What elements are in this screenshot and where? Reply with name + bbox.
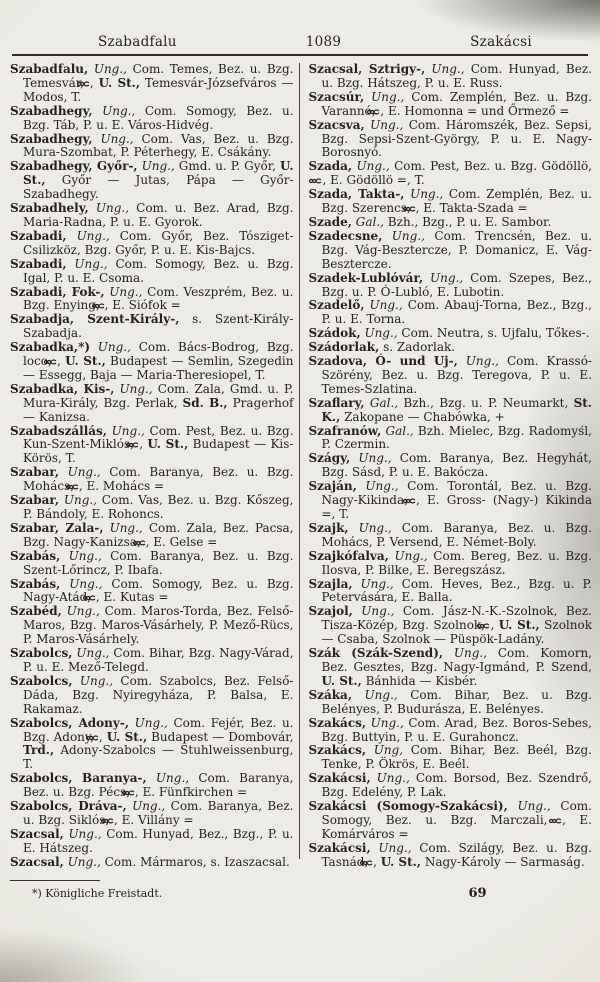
entry-text: Com. Neutra, s. Ujfalu, Tőkes-. (397, 326, 590, 341)
entry-text: Ung., (88, 62, 127, 76)
entry-text: Com. Temes, Bez. u. Bzg. Temesvár, (23, 62, 294, 90)
header-rule (12, 54, 588, 56)
gazetteer-entry (10, 550, 294, 578)
entry-text: U. St., (23, 159, 294, 188)
entry-text: U. St., (106, 729, 148, 744)
entry-text: Bzh. Mielec, Bzg. Radomyśl, P. Czermin. (321, 423, 592, 452)
entry-text: Trd., (23, 743, 55, 758)
entry-text: Ung., (137, 159, 175, 174)
entry-text: Pragerhof — Kanizsa. (23, 395, 294, 424)
entry-text: Bánhida — Kisbér. (361, 673, 478, 688)
entry-text: Ung., (360, 326, 398, 341)
entry-text: Com. Heves, Bez., Bzg. u. P. Petervására, E. Balla. (321, 576, 592, 605)
entry-text: Budapest — Kis-Körös, T. (23, 437, 294, 466)
entry-text: Com. Maros-Torda, Bez. Felső-Maros, Bzg. Maros-Vásárhely, P. Mező-Rücs, P. Maros-Vásárhely. (23, 604, 294, 647)
entry-text: Ung., (404, 187, 444, 202)
gazetteer-entry (308, 772, 592, 800)
entry-text: Com. Szilágy, Bez. u. Bzg. Tasnád, (321, 840, 592, 869)
entry-text: Com. Somogy, Bez. u. Bzg. Táb, P. u. E. Város-Hidvég. (23, 103, 294, 132)
gazetteer-entry (308, 452, 592, 480)
entry-text: , (490, 618, 499, 633)
entry-text: Ung., (114, 381, 153, 396)
entry-text: Ung., (370, 840, 412, 855)
gazetteer-entry (10, 605, 294, 647)
gazetteer-entry (10, 202, 294, 230)
gazetteer-entry (10, 383, 294, 425)
entry-text: Nagy-Károly — Sarmaság. (421, 854, 585, 869)
entry-text: Ung., (364, 89, 405, 104)
entry-headword: Szádok, (308, 326, 361, 341)
entry-text: U. St., (65, 354, 106, 369)
entry-headword: Száka, (308, 687, 353, 702)
entry-headword: Szabéd, (10, 604, 62, 619)
entry-text: Com. Fejér, Bez. u. Bzg. Adony, (23, 715, 294, 744)
entry-text: Ung, (366, 743, 404, 758)
entry-text: Bzh., Bzg., P. u. E. Sambor. (383, 214, 552, 229)
gazetteer-entry (308, 160, 592, 188)
entry-headword: Szádorlak, (308, 340, 380, 355)
gazetteer-entry (308, 119, 592, 161)
entry-text: Com. Bihar, Bez. Beél, Bzg. Tenke, P. Ökrös, E. Beél. (321, 743, 592, 772)
entry-headword: Szadelő, (308, 298, 365, 313)
entry-text: Gmd. u. P. Győr, (174, 159, 280, 174)
left-column (10, 63, 299, 901)
entry-text: , (57, 354, 66, 369)
entry-text: s. Zadorlak. (379, 340, 456, 355)
gazetteer-entry (10, 856, 294, 870)
entry-headword: Szabadka,*) (10, 340, 91, 355)
gazetteer-entry (308, 842, 592, 870)
entry-headword: Szabás, (10, 548, 61, 563)
entry-headword: Szafranów, (308, 423, 382, 438)
entry-headword: Szakácsi, (308, 771, 371, 786)
footnote: *) Königliche Freistadt. (32, 886, 163, 900)
entry-text: , (98, 729, 107, 744)
entry-headword: Szabolcs, Dráva-, (10, 799, 127, 814)
entry-text: Ung., (423, 270, 464, 285)
gazetteer-entry (308, 341, 592, 355)
entry-headword: Szacsal, (10, 826, 64, 841)
entry-text: , E. Gödöllö =, T. (322, 173, 425, 188)
entry-text: Ung., (364, 298, 403, 313)
entry-headword: Szabolcs, (10, 673, 73, 688)
entry-text: Ung., (350, 451, 392, 466)
gazetteer-entry (10, 133, 294, 161)
gazetteer-entry (308, 689, 592, 717)
entry-text: , E. Gelse = (145, 534, 218, 549)
entry-text: Com. Mármaros, s. Izaszacsal. (100, 854, 290, 869)
entry-text: Com. Zala, Gmd. u. P. Mura-Király, Bzg. Perlak, (23, 381, 294, 410)
entry-text: Ung., (59, 493, 97, 508)
gazetteer-entry (308, 397, 592, 425)
gazetteer-entry (10, 63, 294, 105)
entry-headword: Szaján, (308, 479, 357, 494)
entry-text: St. K., (321, 395, 592, 424)
entry-text: Com. Komorn, Bez. Gesztes, Bzg. Nagy-Igmánd, P. Szend, (321, 646, 592, 674)
entry-text: Com. Baranya, Bez. u. Bzg. Mohács, (23, 465, 294, 494)
entry-text: , E. Takta-Szada = (415, 201, 528, 216)
entry-text: Com. Győr, Bez. Tósziget-Csilizköz, Bzg. Győr, P. u. E. Kis-Bajcs. (23, 228, 294, 257)
entry-text: Com. Veszprém, Bez. u. Bzg. Enying, (23, 284, 294, 313)
entry-text: Ung., (352, 576, 394, 591)
entry-headword: Szadova, Ó- und Uj-, (308, 354, 458, 369)
gazetteer-entry (308, 578, 592, 606)
entry-text: Com. Zemplén, Bez. u. Bzg. Szerencs, (321, 187, 592, 216)
entry-text: Com. Bereg, Bez. u. Bzg. Ilosva, P. Bilke, E. Beregszász. (321, 548, 592, 577)
entry-text: Ung., (352, 604, 395, 619)
entry-text: Budapest — Dombovár, (147, 729, 294, 744)
entry-text: Gal., (381, 423, 414, 438)
entry-text: Ung., (370, 771, 410, 786)
gazetteer-entry (10, 800, 294, 828)
entry-text: Ung., (352, 687, 398, 702)
entry-headword: Szabolcs, Adony-, (10, 715, 130, 730)
entry-text: Ung., (425, 62, 465, 76)
gazetteer-entry (308, 425, 592, 453)
entry-text: Com. Torontál, Bez. u. Bzg. Nagy-Kikinda, (321, 479, 592, 508)
entry-text: Ung., (364, 117, 404, 132)
entry-headword: Szabás, (10, 576, 61, 591)
entry-text: Ung., (72, 673, 114, 688)
gazetteer-entry (308, 717, 592, 745)
entry-text: Com. Bács-Bodrog, Bzg. loco, (23, 340, 294, 369)
entry-text: Ung., (66, 228, 110, 243)
entry-text: Com. Zemplén, Bez. u. Bzg. Varannó, (321, 89, 592, 118)
entry-headword: Szajol, (308, 604, 353, 619)
entry-text: Com. Somogy, Bez. u. Bzg. Marczali, (321, 799, 592, 827)
entry-text: Ung., (63, 854, 101, 869)
entry-headword: Szabadi, (10, 228, 67, 243)
gazetteer-entry (308, 188, 592, 216)
entry-text: Com. Jász-N.-K.-Szolnok, Bez. Tisza-Közép, Bzg. Szolnok, (321, 604, 592, 633)
gazetteer-entry (10, 772, 294, 800)
entry-text: Com. Somogy, Bez. u. Bzg. Igal, P. u. E. Csoma. (23, 256, 294, 285)
entry-headword: Szabadhegy, Győr-, (10, 159, 138, 174)
gazetteer-entry (308, 647, 592, 689)
entry-headword: Szajk, (308, 520, 349, 535)
entry-headword: Szade, (308, 214, 352, 229)
entry-text: Ung., (457, 354, 499, 369)
entry-text: Ung., (63, 826, 102, 841)
entry-text: , E. Komárváros = (321, 812, 592, 841)
gazetteer-entry (10, 647, 294, 675)
entry-text: Ung., (356, 479, 399, 494)
entry-text: Ung., (366, 715, 404, 730)
entry-text: Ung., (106, 423, 145, 438)
entry-text: Com. Arad, Bez. Boros-Sebes, Bzg. Buttyin, P. u. E. Gurahoncz. (321, 715, 592, 744)
entry-text: , E. Homonna = und Őrmező = (380, 103, 570, 118)
entry-text: Ung., (352, 159, 390, 174)
header-right-keyword: Szakácsi (470, 34, 532, 50)
entry-text: Com. Vas, Bez. u. Bzg. Mura-Szombat, P. Péterhegy, E. Csákány. (23, 131, 294, 160)
gazetteer-entry (308, 272, 592, 300)
entry-text: Győr — Jutas, Pápa — Győr-Szabadhegy. (23, 173, 294, 202)
entry-text: U. St., (380, 854, 421, 869)
entry-headword: Szabar, (10, 493, 60, 508)
entry-text: , E. Fünfkirchen = (134, 785, 248, 800)
entry-headword: Szabar, Zala-, (10, 520, 104, 535)
entry-headword: Szakácsi (Somogy-Szakácsi), (308, 799, 508, 814)
entry-text: Com. Pest, Bez. u. Bzg. Gödöllö, (389, 159, 592, 174)
entry-text: Budapest — Semlin, Szegedin — Essegg, Baja — Maria-Theresiopel, T. (23, 354, 294, 382)
footer-page-number: 69 (468, 885, 487, 901)
entry-text: U. St., (98, 75, 141, 90)
entry-text: Com. Bihar, Bez. u. Bzg. Belényes, P. Budurásza, E. Belényes. (321, 687, 592, 716)
left-column-entries (10, 63, 294, 870)
entry-headword: Szabadfalu, (10, 62, 89, 76)
entry-text: , E. Gross- (Nagy-) Kikinda =, T. (321, 493, 592, 521)
gazetteer-entry (10, 258, 294, 286)
entry-headword: Szada, (308, 159, 353, 174)
gazetteer-entry (308, 63, 592, 91)
entry-headword: Szabadhegy, (10, 131, 93, 146)
gazetteer-entry (308, 480, 592, 522)
entry-text: U. St., (147, 437, 189, 452)
entry-headword: Szabadszállás, (10, 423, 107, 438)
gazetteer-entry (10, 313, 294, 341)
gazetteer-entry (10, 286, 294, 314)
entry-text: Gal., (364, 395, 399, 410)
entry-headword: Szajla, (308, 576, 353, 591)
entry-text: Com. Baranya, Bez. u. Bzg. Mohács, P. Versend, E. Német-Boly. (321, 520, 592, 549)
gazetteer-entry (10, 425, 294, 467)
entry-text: Sd. B., (182, 395, 228, 410)
entry-text: Com. Borsod, Bez. Szendrő, Bzg. Edelény, P. Lak. (321, 771, 592, 800)
entry-text: Com. Hunyad, Bez. u. Bzg. Hátszeg, P. u. E. Russ. (321, 62, 592, 90)
entry-text: Ung., (104, 284, 143, 299)
entry-text: Com. Somogy, Bez. u. Bzg. Nagy-Atád, (23, 576, 294, 605)
entry-headword: Szabadi, (10, 256, 67, 271)
entry-text: Ung., (146, 771, 190, 786)
entry-headword: Szabadja, Szent-Király-, (10, 312, 180, 327)
entry-text: Com. Pest, Bez. u. Bzg. Kun-Szent-Miklós, (23, 423, 294, 452)
gazetteer-entry (10, 105, 294, 133)
entry-text: Ung., (61, 604, 100, 619)
gazetteer-entry (308, 522, 592, 550)
gazetteer-entry (308, 299, 592, 327)
entry-text: Com. Zala, Bez. Pacsa, Bzg. Nagy-Kanizsa, (23, 520, 294, 549)
entry-headword: Szabolcs, (10, 646, 73, 661)
entry-text: Ung., (382, 228, 425, 243)
entry-text: Com. Szepes, Bez., Bzg. u. P. Ó-Lubló, E. Lubotin. (321, 270, 592, 299)
gazetteer-entry (10, 675, 294, 717)
entry-text: Com. Trencsén, Bez. u. Bzg. Vág-Besztercze, P. Domanicz, E. Vág-Besztercze. (321, 228, 592, 271)
entry-text: U. St., (321, 673, 362, 688)
entry-text: Com. u. Bez. Arad, Bzg. Maria-Radna, P. u. E. Gyorok. (23, 201, 294, 229)
entry-headword: Szágy, (308, 451, 351, 466)
entry-headword: Szabadhegy, (10, 103, 93, 118)
entry-text: Ung., (88, 201, 130, 216)
gazetteer-entry (308, 744, 592, 772)
entry-headword: Szacsúr, (308, 89, 365, 104)
entry-text: Ung., (443, 646, 488, 661)
gazetteer-entry (10, 578, 294, 606)
entry-text: Ung., (126, 799, 166, 814)
entry-text: Temesvár-Józsefváros — Modos, T. (23, 75, 294, 104)
entry-text: Ung., (129, 715, 168, 730)
entry-headword: Szakács, (308, 715, 367, 730)
gazetteer-entry (10, 828, 294, 856)
entry-headword: Szaflary, (308, 395, 365, 410)
entry-headword: Szajkófalva, (308, 548, 389, 563)
entry-text: Ung., (90, 340, 131, 355)
entry-text: Com. Abauj-Torna, Bez., Bzg., P. u. E. Torna. (321, 298, 592, 327)
entry-text: Ung., (92, 131, 134, 146)
entry-text: Com. Baranya, Bez. u. Bzg. Szent-Lőrincz, P. Ibafa. (23, 548, 294, 577)
gazetteer-entry (308, 216, 592, 230)
gazetteer-entry (10, 341, 294, 383)
entry-headword: Szakács, (308, 743, 367, 758)
entry-text: Com. Háromszék, Bez. Sepsi, Bzg. Sepsi-Szent-György, P. u. E. Nagy-Borosnyó. (321, 117, 592, 160)
entry-text: , E. Villány = (114, 812, 194, 827)
entry-text: Ung., (507, 799, 551, 814)
entry-text: Ung., (60, 548, 102, 563)
gazetteer-entry (308, 800, 592, 842)
entry-text: Bzh., Bzg. u. P. Neumarkt, (398, 395, 574, 410)
entry-text: Ung., (72, 646, 110, 661)
gazetteer-entry (308, 355, 592, 397)
entry-text: Zakopane — Chabówka, + (340, 409, 505, 424)
entry-text: Com. Bihar, Bzg. Nagy-Várad, P. u. E. Mező-Telegd. (23, 646, 294, 674)
entry-text: Ung., (103, 520, 143, 535)
gazetteer-entry (308, 327, 592, 341)
entry-text: , E. Mohács = (78, 479, 165, 494)
entry-text: Ung., (348, 520, 392, 535)
entry-text: Com. Baranya, Bez. u. Bzg. Pécs, (23, 771, 294, 800)
entry-text: Com. Baranya, Bez. Hegyhát, Bzg. Sásd, P. u. E. Bakócza. (321, 451, 592, 480)
entry-text: , (139, 437, 148, 452)
gazetteer-entry (10, 522, 294, 550)
entry-text: Ung., (66, 256, 108, 271)
entry-headword: Szacsal, (10, 854, 64, 869)
entry-headword: Szabar, (10, 465, 60, 480)
entry-headword: Szabolcs, Baranya-, (10, 771, 147, 786)
gazetteer-entry (308, 91, 592, 119)
entry-headword: Szada, Takta-, (308, 187, 405, 202)
entry-headword: Szabadhely, (10, 201, 89, 216)
entry-text: Com. Szabolcs, Bez. Felső-Dáda, Bzg. Nyiregyháza, P. Balsa, E. Rakamaz. (23, 673, 294, 716)
right-column-entries (308, 63, 592, 870)
entry-text: s. Szent-Király-Szabadja. (23, 312, 294, 341)
gazetteer-entry (308, 550, 592, 578)
right-column (299, 63, 592, 901)
entry-text: , E. Kutas = (95, 590, 169, 605)
header-page-number: 1089 (305, 34, 342, 50)
entry-headword: Szadecsne, (308, 228, 383, 243)
gazetteer-entry (10, 230, 294, 258)
entry-headword: Szadek-Lublóvár, (308, 270, 424, 285)
entry-headword: Szacsal, Sztrigy-, (308, 62, 426, 76)
gazetteer-entry (10, 717, 294, 773)
entry-text: Com. Krassó-Szörény, Bez. u. Bzg. Teregova, P. u. E. Temes-Szlatina. (321, 354, 592, 396)
entry-text: U. St., (498, 618, 540, 633)
entry-text: , E. Siófok = (104, 298, 181, 313)
text-columns (10, 63, 592, 901)
entry-text: Com. Baranya, Bez. u. Bzg. Siklós, (23, 799, 294, 827)
entry-headword: Szacsva, (308, 117, 365, 132)
entry-text: Ung., (60, 576, 103, 591)
gazetteer-entry (308, 605, 592, 647)
header-left-keyword: Szabadfalu (98, 34, 177, 50)
entry-text: , (89, 75, 99, 90)
entry-text: Ung., (92, 103, 136, 118)
entry-headword: Szabadi, Fok-, (10, 284, 105, 299)
entry-text: Com. Hunyad, Bez., Bzg., P. u. E. Hátszeg. (23, 826, 294, 855)
gazetteer-entry (10, 494, 294, 522)
gazetteer-entry (10, 466, 294, 494)
entry-text: Gal., (351, 214, 384, 229)
entry-headword: Szakácsi, (308, 840, 371, 855)
gazetteer-entry (10, 160, 294, 202)
entry-text: , (373, 854, 381, 869)
page-header (10, 34, 592, 54)
entry-headword: Szák (Szák-Szend), (308, 646, 444, 661)
entry-text: Szolnok — Csaba, Szolnok — Püspök-Ladány. (321, 618, 592, 647)
entry-text: Ung., (388, 548, 428, 563)
entry-text: Ung., (59, 465, 101, 480)
entry-text: Adony-Szabolcs — Stuhlweissenburg, T. (23, 743, 294, 772)
footnote-rule (10, 880, 100, 881)
entry-text: Com. Vas, Bez. u. Bzg. Kőszeg, P. Bándoly, E. Rohoncs. (23, 493, 294, 521)
entry-headword: Szabadka, Kis-, (10, 381, 115, 396)
gazetteer-entry (308, 230, 592, 272)
